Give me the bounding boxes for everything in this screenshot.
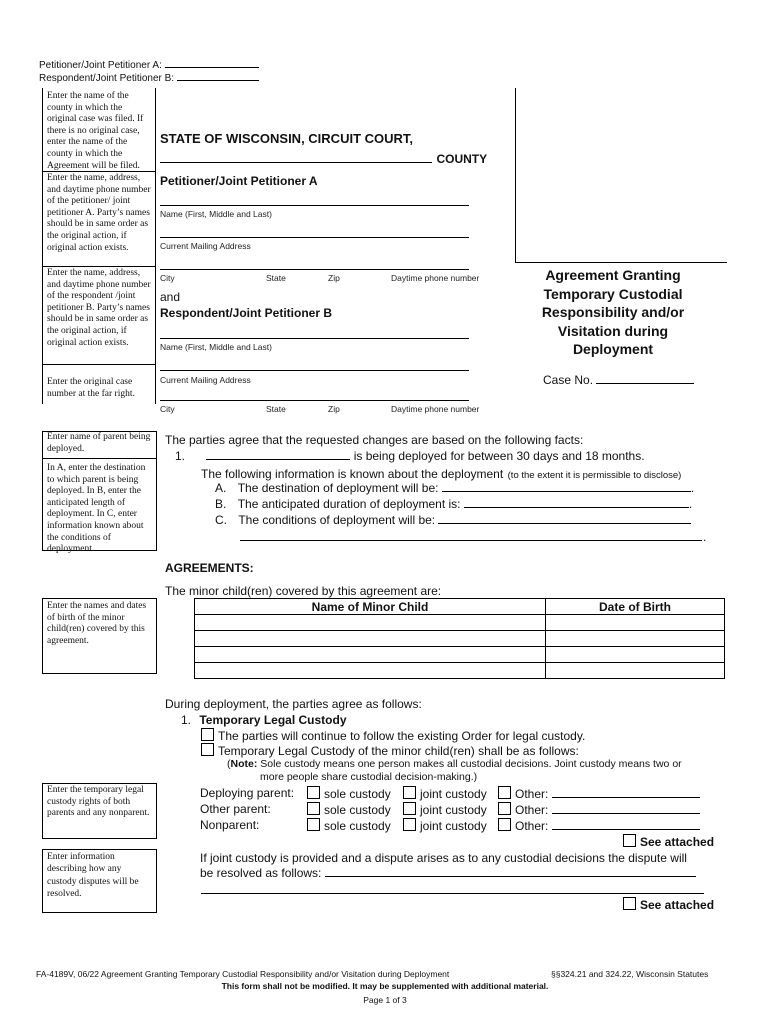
deploying-other (498, 786, 700, 801)
statutes: §§324.21 and 324.22, Wisconsin Statutes (551, 969, 709, 979)
fact-b-letter: B. (215, 497, 227, 511)
joint-custody-label: joint custody (420, 819, 487, 833)
respondent-city-label: City (160, 404, 175, 414)
county-line (160, 148, 487, 168)
dispute-field[interactable] (325, 866, 696, 877)
checkbox[interactable] (201, 743, 214, 756)
note-destination: In A, enter the destination to which parent is being deployed. In B, enter the anticipated length of deployment. In C, enter information known about the conditions of deployment. (47, 463, 146, 555)
child-name-cell[interactable] (195, 647, 546, 663)
case-number-field[interactable] (596, 372, 694, 384)
other-parent-label: Other parent: (200, 802, 271, 816)
deployed-parent-field[interactable] (206, 449, 350, 460)
title-line: Responsibility and/or (541, 304, 685, 320)
petitioner-zip-label: Zip (328, 273, 340, 283)
known-info-text: The following information is known about the deployment (201, 467, 504, 481)
checkbox[interactable] (498, 802, 511, 815)
custody-option-2 (201, 743, 579, 758)
nonparent-other (498, 818, 700, 833)
respondent-address-line[interactable] (160, 370, 469, 371)
note-case-number: Enter the original case number at the far right. (47, 377, 135, 399)
respondent-address-label: Current Mailing Address (160, 375, 251, 385)
nonparent-label: Nonparent: (200, 818, 260, 832)
duration-field[interactable] (464, 497, 689, 508)
divider (42, 266, 155, 267)
see-attached-2 (623, 897, 714, 912)
respondent-name-label: Name (First, Middle and Last) (160, 342, 272, 352)
nonparent-joint (403, 818, 487, 833)
child-dob-cell[interactable] (546, 615, 725, 631)
custody-item-number: 1. (181, 713, 192, 727)
note-legal-custody: Enter the temporary legal custody rights of both parents and any nonparent. (47, 785, 150, 819)
title-line: Visitation during (557, 322, 669, 339)
respondent-state-label: State (266, 404, 286, 414)
deploying-joint (403, 786, 487, 801)
note-petitioner: Enter the name, address, and daytime phone number of the petitioner/ joint petitioner A. Party’s names should be in same order as the original action, if original action exists. (47, 173, 151, 253)
respondent-b-field[interactable] (177, 71, 259, 81)
petitioner-a-header (39, 58, 259, 71)
custody-item-1 (181, 713, 347, 727)
custody-item-title: Temporary Legal Custody (199, 713, 347, 727)
case-number (543, 372, 694, 387)
column-header-dob: Date of Birth (546, 599, 725, 615)
other-label: Other: (515, 803, 549, 817)
other-sole (307, 802, 391, 817)
checkbox[interactable] (498, 786, 511, 799)
fact-c (215, 513, 691, 527)
deploying-sole (307, 786, 391, 801)
petitioner-address-label: Current Mailing Address (160, 241, 251, 251)
checkbox[interactable] (623, 897, 636, 910)
checkbox[interactable] (403, 802, 416, 815)
checkbox[interactable] (307, 818, 320, 831)
conditions-field-line-2[interactable] (240, 540, 702, 541)
dispute-text-2: be resolved as follows: (200, 866, 322, 880)
destination-field[interactable] (442, 481, 691, 492)
period: . (688, 497, 693, 511)
respondent-b-label: Respondent/Joint Petitioner B: (39, 73, 175, 84)
known-info-note: (to the extent it is permissible to disclose) (507, 470, 682, 481)
divider (42, 171, 155, 172)
deploying-parent-label: Deploying parent: (200, 786, 295, 800)
fact-a-letter: A. (215, 481, 227, 495)
fact-c-text: The conditions of deployment will be: (238, 513, 436, 527)
table-row (195, 663, 725, 679)
county-label: COUNTY (436, 152, 488, 166)
checkbox[interactable] (307, 802, 320, 815)
note-bold: Note: (230, 758, 258, 770)
sole-custody-label: sole custody (324, 787, 391, 801)
checkbox[interactable] (307, 786, 320, 799)
divider (42, 458, 157, 459)
divider (42, 364, 155, 365)
table-header-row (195, 599, 725, 615)
sole-custody-label: sole custody (324, 819, 391, 833)
side-notes-left-border (42, 88, 43, 404)
note-paren: ( (227, 758, 231, 770)
fact-b-text: The anticipated duration of deployment is: (237, 497, 461, 511)
nonparent-sole (307, 818, 391, 833)
note-county: Enter the name of the county in which the original case was filed. If there is no original case, enter the name of the county in which the Agreement will be filed. (47, 91, 144, 171)
petitioner-name-line[interactable] (160, 205, 469, 206)
column-header-name: Name of Minor Child (195, 599, 546, 615)
custody-option-2-text: Temporary Legal Custody of the minor child(ren) shall be as follows: (218, 744, 579, 758)
respondent-zip-label: Zip (328, 404, 340, 414)
custody-option-1 (201, 728, 585, 743)
other-field[interactable] (552, 819, 700, 830)
respondent-b-header (39, 71, 259, 84)
caption-right-border (515, 88, 516, 262)
petitioner-city-label: City (160, 273, 175, 283)
note-disputes: Enter information describing how any custody disputes will be resolved. (47, 852, 139, 900)
petitioner-address-line[interactable] (160, 237, 469, 238)
table-row (195, 631, 725, 647)
note-respondent: Enter the name, address, and daytime phone number of the respondent /joint petitioner B. Party’s names should be in same order as the original action, if original action exists. (47, 268, 151, 348)
petitioner-name-label: Name (First, Middle and Last) (160, 209, 272, 219)
county-field[interactable] (160, 148, 432, 163)
court-heading: STATE OF WISCONSIN, CIRCUIT COURT, (160, 131, 414, 146)
fact-item-1-text: is being deployed for between 30 days and 18 months. (353, 449, 645, 463)
fact-item-number: 1. (175, 449, 186, 463)
child-name-cell[interactable] (195, 663, 546, 679)
child-name-cell[interactable] (195, 615, 546, 631)
children-table (194, 598, 725, 679)
title-line: Agreement Granting (545, 267, 681, 283)
joint-custody-label: joint custody (420, 803, 487, 817)
petitioner-phone-label: Daytime phone number (391, 273, 480, 283)
child-name-cell[interactable] (195, 631, 546, 647)
agreements-heading: AGREEMENTS: (165, 561, 254, 575)
joint-custody-label: joint custody (420, 787, 487, 801)
other-field[interactable] (552, 803, 700, 814)
checkbox[interactable] (403, 786, 416, 799)
checkbox[interactable] (623, 834, 636, 847)
respondent-city-line[interactable] (160, 400, 469, 401)
see-attached-label: See attached (640, 898, 715, 912)
caption-bottom-border (515, 262, 727, 263)
dispute-line (200, 866, 696, 880)
page-number: Page 1 of 3 (363, 995, 407, 1005)
see-attached-label: See attached (640, 835, 715, 849)
note-deployed-parent: Enter name of parent being deployed. (47, 432, 151, 454)
other-label: Other: (515, 787, 549, 801)
period: . (690, 481, 695, 495)
other-field[interactable] (552, 787, 700, 798)
petitioner-city-line[interactable] (160, 269, 469, 270)
conditions-field[interactable] (438, 513, 691, 524)
form-id: FA-4189V, 06/22 Agreement Granting Temporary Custodial Responsibility and/or Visitation during Deployment (36, 969, 450, 979)
sole-custody-label: sole custody (324, 803, 391, 817)
fact-c-letter: C. (215, 513, 227, 527)
petitioner-a-field[interactable] (165, 58, 259, 68)
custody-intro: During deployment, the parties agree as follows: (165, 697, 422, 711)
respondent-name-line[interactable] (160, 338, 469, 339)
other-joint (403, 802, 487, 817)
child-dob-cell[interactable] (546, 631, 725, 647)
period: . (703, 530, 707, 544)
petitioner-a-label: Petitioner/Joint Petitioner A: (39, 60, 162, 71)
case-number-label: Case No. (543, 373, 594, 387)
checkbox[interactable] (403, 818, 416, 831)
checkbox[interactable] (201, 728, 214, 741)
title-line: Deployment (572, 341, 654, 357)
note-text: Sole custody means one person makes all custodial decisions. Joint custody means two or (260, 758, 682, 770)
facts-intro: The parties agree that the requested changes are based on the following facts: (165, 433, 584, 447)
fact-a (215, 481, 694, 495)
note-children: Enter the names and dates of birth of the minor child(ren) covered by this agreement. (47, 601, 147, 646)
custody-note (227, 758, 682, 784)
petitioner-state-label: State (266, 273, 286, 283)
custody-option-1-text: The parties will continue to follow the existing Order for legal custody. (218, 729, 586, 743)
note-text: more people share custodial decision-making.) (260, 771, 478, 783)
petitioner-heading: Petitioner/Joint Petitioner A (160, 174, 318, 188)
footer-warning: This form shall not be modified. It may be supplemented with additional material. (221, 981, 549, 991)
children-intro: The minor child(ren) covered by this agreement are: (165, 584, 442, 598)
table-row (195, 615, 725, 631)
and-label: and (160, 290, 181, 304)
see-attached-1 (623, 834, 714, 849)
dispute-text-1: If joint custody is provided and a dispute arises as to any custodial decisions the dispute will (200, 851, 687, 865)
fact-a-text: The destination of deployment will be: (237, 481, 439, 495)
dispute-field-line-2[interactable] (201, 893, 704, 894)
other-label: Other: (515, 819, 549, 833)
respondent-heading: Respondent/Joint Petitioner B (160, 306, 333, 320)
title-line: Temporary Custodial (543, 285, 683, 302)
child-dob-cell[interactable] (546, 663, 725, 679)
form-title (515, 266, 711, 359)
fact-item-1 (175, 449, 645, 463)
child-dob-cell[interactable] (546, 647, 725, 663)
checkbox[interactable] (498, 818, 511, 831)
fact-b (215, 497, 692, 511)
respondent-phone-label: Daytime phone number (391, 404, 480, 414)
other-other (498, 802, 700, 817)
table-row (195, 647, 725, 663)
